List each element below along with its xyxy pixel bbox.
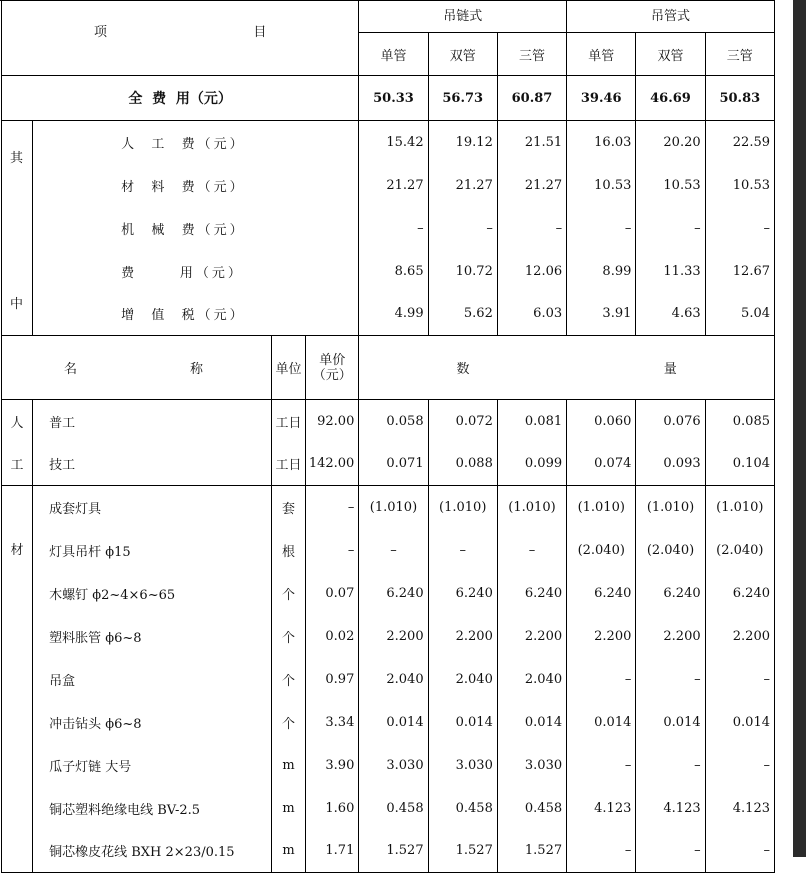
value-cell: 0.014: [428, 701, 497, 744]
value-cell: 12.06: [497, 250, 566, 293]
item-name: 塑料胀管 ϕ6~8: [33, 615, 272, 658]
sub-header: 三管: [497, 33, 566, 76]
value-cell: (2.040): [705, 529, 774, 572]
item-price: 142.00: [306, 443, 359, 486]
value-cell: 16.03: [567, 121, 636, 164]
value-cell: 0.076: [636, 400, 705, 443]
labor-group-bottom: 工: [2, 443, 33, 486]
material-group-cell: [2, 744, 33, 787]
qizhong-top: 其: [10, 151, 24, 166]
value-cell: –: [567, 658, 636, 701]
value-cell: –: [497, 207, 566, 250]
material-group-cell: [2, 615, 33, 658]
total-value: 50.33: [359, 76, 428, 121]
value-cell: –: [359, 529, 428, 572]
item-price: 0.02: [306, 615, 359, 658]
item-name: 瓜子灯链 大号: [33, 744, 272, 787]
value-cell: 2.200: [567, 615, 636, 658]
value-cell: 2.200: [705, 615, 774, 658]
item-name: 普工: [33, 400, 272, 443]
value-cell: 0.458: [359, 787, 428, 830]
value-cell: 21.27: [497, 164, 566, 207]
item-name: 灯具吊杆 ϕ15: [33, 529, 272, 572]
value-cell: 6.240: [428, 572, 497, 615]
value-cell: 20.20: [636, 121, 705, 164]
item-price: 0.97: [306, 658, 359, 701]
value-cell: 3.030: [359, 744, 428, 787]
value-cell: (2.040): [636, 529, 705, 572]
sub-header: 三管: [705, 33, 774, 76]
value-cell: 10.53: [567, 164, 636, 207]
cost-row: [2, 164, 775, 207]
qizhong-cell: [2, 121, 33, 336]
quota-table: [1, 0, 775, 873]
value-cell: 21.27: [359, 164, 428, 207]
value-cell: –: [705, 658, 774, 701]
item-name: 铜芯塑料绝缘电线 BV-2.5: [33, 787, 272, 830]
header-row-1: [2, 1, 775, 33]
material-row: [2, 658, 775, 701]
cost-label: [33, 164, 359, 207]
value-cell: 4.123: [567, 787, 636, 830]
item-unit: 个: [272, 701, 306, 744]
value-cell: 0.099: [497, 443, 566, 486]
cost-row: [2, 293, 775, 336]
item-price: 1.71: [306, 830, 359, 873]
value-cell: 6.240: [359, 572, 428, 615]
value-cell: 8.99: [567, 250, 636, 293]
value-cell: 1.527: [428, 830, 497, 873]
sub-header: 单管: [567, 33, 636, 76]
qizhong-bottom: 中: [10, 297, 24, 312]
value-cell: 6.240: [705, 572, 774, 615]
item-unit: 个: [272, 658, 306, 701]
sub-header: 单管: [359, 33, 428, 76]
value-cell: 1.527: [359, 830, 428, 873]
value-cell: 5.04: [705, 293, 774, 336]
value-cell: (1.010): [428, 486, 497, 529]
item-name: 木螺钉 ϕ2~4×6~65: [33, 572, 272, 615]
total-value: 60.87: [497, 76, 566, 121]
item-name: 技工: [33, 443, 272, 486]
total-value: 50.83: [705, 76, 774, 121]
cost-row: [2, 121, 775, 164]
cost-label: [33, 121, 359, 164]
sub-header: 双管: [636, 33, 705, 76]
material-row: [2, 615, 775, 658]
value-cell: 5.62: [428, 293, 497, 336]
price-line1: 单价: [319, 352, 346, 368]
right-scrollbar[interactable]: [793, 0, 806, 857]
value-cell: (2.040): [567, 529, 636, 572]
value-cell: –: [428, 207, 497, 250]
item-name: 成套灯具: [33, 486, 272, 529]
material-group-cell: [2, 486, 33, 529]
cost-label: [33, 207, 359, 250]
value-cell: –: [428, 529, 497, 572]
material-row: [2, 744, 775, 787]
value-cell: 6.240: [567, 572, 636, 615]
value-cell: (1.010): [705, 486, 774, 529]
item-header: [2, 1, 359, 76]
value-cell: –: [636, 207, 705, 250]
item-unit: 套: [272, 486, 306, 529]
price-line2: （元）: [312, 367, 352, 383]
value-cell: 4.123: [636, 787, 705, 830]
value-cell: –: [567, 830, 636, 873]
value-cell: 4.63: [636, 293, 705, 336]
item-name: 冲击钻头 ϕ6~8: [33, 701, 272, 744]
item-unit: 工日: [272, 400, 306, 443]
value-cell: 4.99: [359, 293, 428, 336]
cost-label-text: 人 工 费（元）: [121, 136, 246, 152]
value-cell: 0.014: [705, 701, 774, 744]
value-cell: 0.458: [497, 787, 566, 830]
value-cell: 4.123: [705, 787, 774, 830]
material-group-cell: [2, 830, 33, 873]
material-group-cell: [2, 572, 33, 615]
cost-label-text: 机 械 费（元）: [121, 222, 246, 238]
item-left: 项: [94, 25, 108, 41]
value-cell: 0.104: [705, 443, 774, 486]
material-row: [2, 529, 775, 572]
value-cell: –: [567, 744, 636, 787]
qty-header-left: 数: [359, 336, 567, 400]
item-right: 目: [253, 25, 267, 41]
value-cell: 3.030: [497, 744, 566, 787]
value-cell: 0.085: [705, 400, 774, 443]
labor-group-top: 人: [2, 400, 33, 443]
item-unit: 工日: [272, 443, 306, 486]
value-cell: 0.071: [359, 443, 428, 486]
value-cell: 3.91: [567, 293, 636, 336]
value-cell: 0.081: [497, 400, 566, 443]
cost-label: [33, 250, 359, 293]
value-cell: 2.040: [428, 658, 497, 701]
item-unit: 个: [272, 615, 306, 658]
value-cell: 0.014: [567, 701, 636, 744]
cost-row: [2, 250, 775, 293]
cost-label-text: 增 值 税（元）: [121, 308, 246, 324]
value-cell: 10.72: [428, 250, 497, 293]
value-cell: –: [567, 207, 636, 250]
value-cell: (1.010): [567, 486, 636, 529]
value-cell: 3.030: [428, 744, 497, 787]
value-cell: 0.014: [636, 701, 705, 744]
labor-row: [2, 400, 775, 443]
value-cell: 22.59: [705, 121, 774, 164]
value-cell: 0.060: [567, 400, 636, 443]
value-cell: 6.240: [497, 572, 566, 615]
value-cell: 2.200: [497, 615, 566, 658]
name-left: 名: [64, 362, 78, 377]
item-unit: 个: [272, 572, 306, 615]
item-price: 3.90: [306, 744, 359, 787]
value-cell: 15.42: [359, 121, 428, 164]
value-cell: 0.072: [428, 400, 497, 443]
material-row: [2, 486, 775, 529]
value-cell: –: [497, 529, 566, 572]
item-price: –: [306, 529, 359, 572]
group-header-1: 吊链式: [359, 1, 567, 33]
total-value: 56.73: [428, 76, 497, 121]
value-cell: –: [705, 830, 774, 873]
group-header-2: 吊管式: [567, 1, 775, 33]
item-price: 1.60: [306, 787, 359, 830]
value-cell: 0.458: [428, 787, 497, 830]
material-group-label: 材: [2, 529, 33, 572]
labor-row: [2, 443, 775, 486]
total-row: [2, 76, 775, 121]
value-cell: –: [636, 830, 705, 873]
value-cell: –: [359, 207, 428, 250]
material-row: [2, 830, 775, 873]
value-cell: 6.03: [497, 293, 566, 336]
name-header: [2, 336, 272, 400]
total-value: 46.69: [636, 76, 705, 121]
value-cell: 2.200: [636, 615, 705, 658]
material-row: [2, 701, 775, 744]
item-price: 3.34: [306, 701, 359, 744]
colhead-row: [2, 336, 775, 400]
value-cell: 0.074: [567, 443, 636, 486]
value-cell: 21.27: [428, 164, 497, 207]
price-header: [306, 336, 359, 400]
item-price: 0.07: [306, 572, 359, 615]
item-unit: m: [272, 830, 306, 873]
material-group-cell: [2, 658, 33, 701]
cost-label: [33, 293, 359, 336]
value-cell: 0.088: [428, 443, 497, 486]
value-cell: 1.527: [497, 830, 566, 873]
item-name: 铜芯橡皮花线 BXH 2×23/0.15: [33, 830, 272, 873]
value-cell: 2.040: [497, 658, 566, 701]
item-price: 92.00: [306, 400, 359, 443]
value-cell: 2.200: [428, 615, 497, 658]
total-label: 全 费 用（元）: [2, 76, 359, 121]
item-unit: 根: [272, 529, 306, 572]
value-cell: 10.53: [705, 164, 774, 207]
name-right: 称: [189, 362, 203, 377]
cost-label-text: 费 用（元）: [121, 265, 244, 281]
value-cell: 11.33: [636, 250, 705, 293]
material-group-cell: [2, 701, 33, 744]
value-cell: 6.240: [636, 572, 705, 615]
item-name: 吊盒: [33, 658, 272, 701]
unit-header: 单位: [272, 336, 306, 400]
value-cell: 12.67: [705, 250, 774, 293]
cost-label-text: 材 料 费（元）: [121, 179, 246, 195]
value-cell: 2.040: [359, 658, 428, 701]
value-cell: 0.014: [359, 701, 428, 744]
item-price: –: [306, 486, 359, 529]
cost-row: [2, 207, 775, 250]
value-cell: (1.010): [359, 486, 428, 529]
value-cell: 10.53: [636, 164, 705, 207]
qty-header-right: 量: [567, 336, 775, 400]
value-cell: –: [636, 658, 705, 701]
value-cell: 8.65: [359, 250, 428, 293]
total-value: 39.46: [567, 76, 636, 121]
value-cell: 2.200: [359, 615, 428, 658]
value-cell: –: [636, 744, 705, 787]
value-cell: 0.014: [497, 701, 566, 744]
sub-header: 双管: [428, 33, 497, 76]
material-row: [2, 787, 775, 830]
value-cell: 0.093: [636, 443, 705, 486]
item-unit: m: [272, 787, 306, 830]
value-cell: –: [705, 207, 774, 250]
material-group-cell: [2, 787, 33, 830]
value-cell: (1.010): [636, 486, 705, 529]
value-cell: (1.010): [497, 486, 566, 529]
material-row: [2, 572, 775, 615]
value-cell: 0.058: [359, 400, 428, 443]
value-cell: 19.12: [428, 121, 497, 164]
value-cell: –: [705, 744, 774, 787]
item-unit: m: [272, 744, 306, 787]
value-cell: 21.51: [497, 121, 566, 164]
